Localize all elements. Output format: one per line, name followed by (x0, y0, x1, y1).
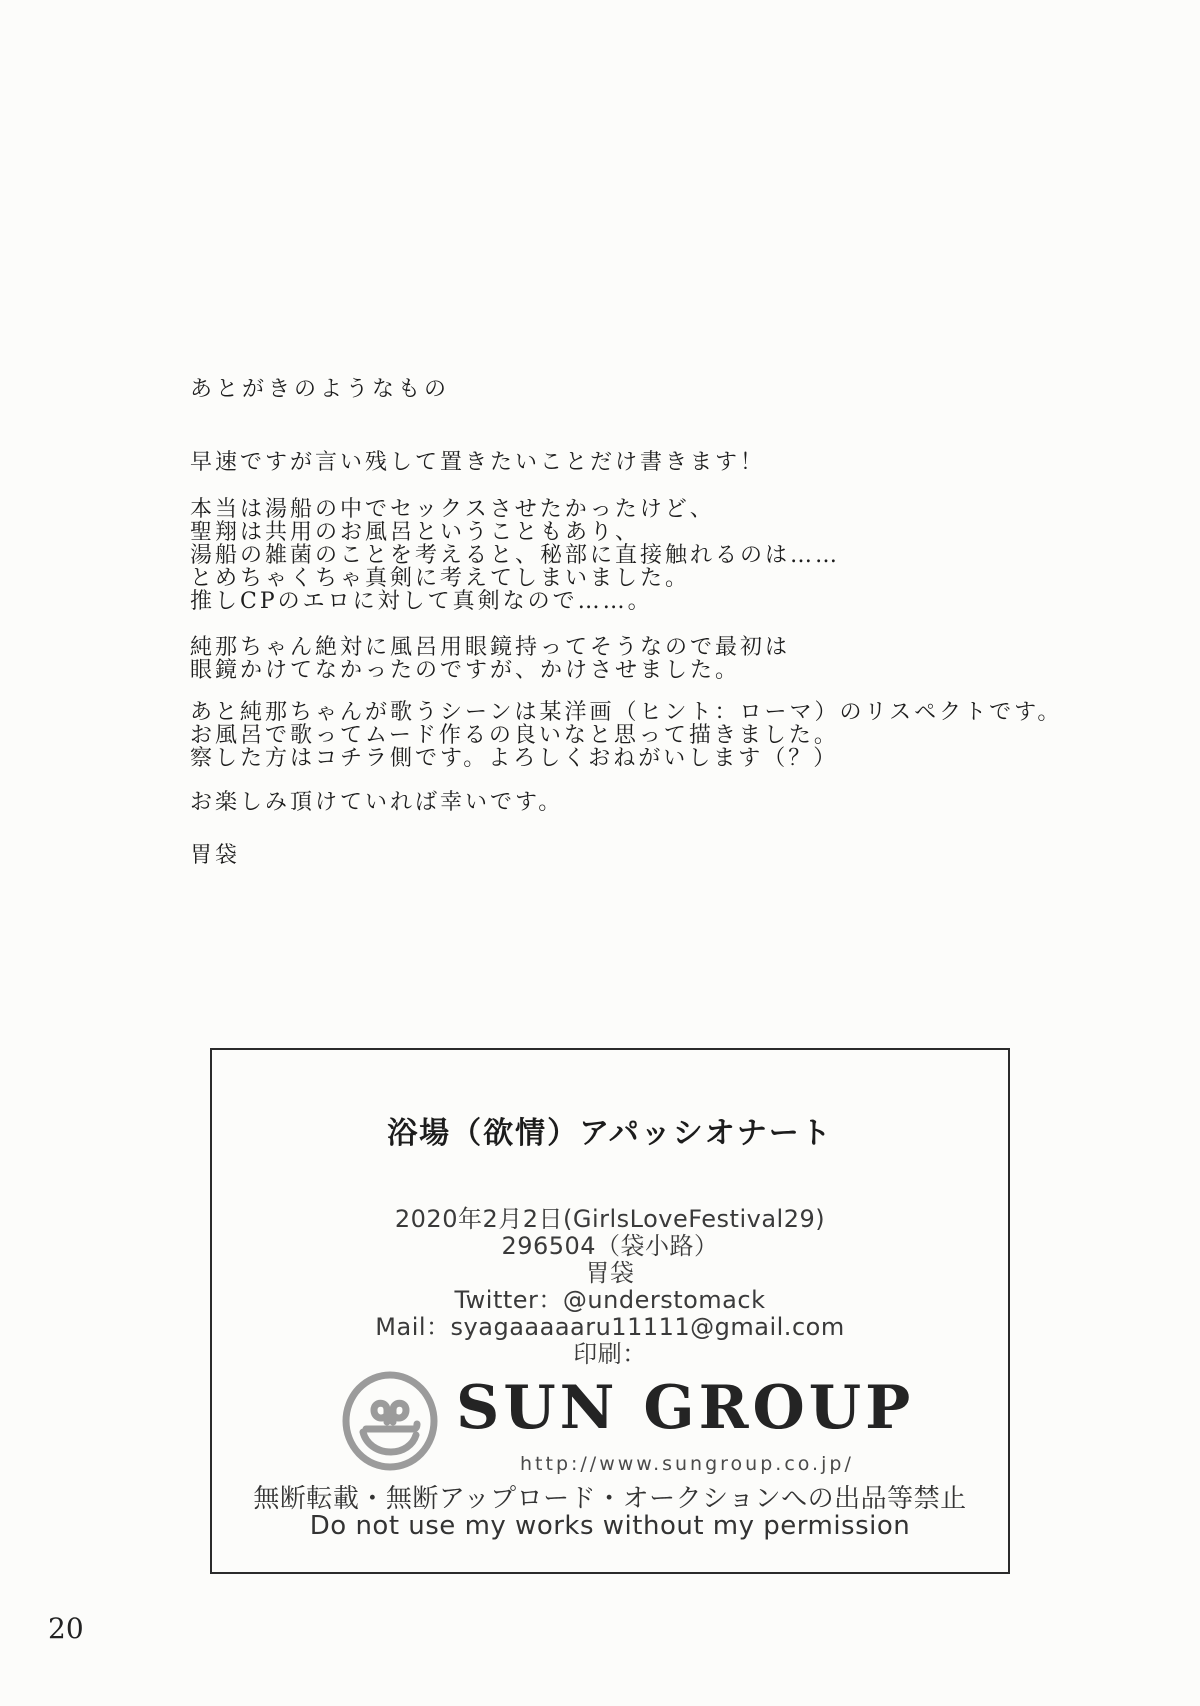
author-name-line: 胃袋 (585, 1259, 635, 1287)
afterword-paragraph-3 (190, 701, 1062, 770)
afterword-line: お楽しみ頂けていれば幸いです。 (190, 790, 564, 815)
event-date-line: 2020年2月2日(GirlsLoveFestival29) (394, 1205, 826, 1233)
page-number: 20 (48, 1612, 84, 1645)
afterword-paragraph-2 (190, 636, 790, 682)
afterword-heading: あとがきのようなもの (190, 377, 451, 402)
notice-japanese: 無断転載・無断アップロード・オークションへの出品等禁止 (253, 1484, 967, 1514)
notice-english: Do not use my works without my permission (309, 1511, 911, 1541)
author-signature: 胃袋 (190, 843, 241, 868)
afterword-line: 推しCPのエロに対して真剣なので……。 (190, 589, 653, 614)
printing-label-line: 印刷： (573, 1340, 647, 1368)
colophon-info (212, 1206, 1008, 1368)
afterword-line: 純那ちゃん絶対に風呂用眼鏡持ってそうなので最初は (190, 635, 791, 660)
copyright-notice (212, 1486, 1008, 1540)
afterword-line: あと純那ちゃんが歌うシーンは某洋画（ヒント：ローマ）のリスペクトです。 (190, 700, 1063, 725)
mail-line: Mail：syagaaaaaru11111@gmail.com (375, 1313, 845, 1341)
afterword-intro-line: 早速ですが言い残して置きたいことだけ書きます！ (190, 450, 766, 475)
afterword-line: 聖翔は共用のお風呂ということもあり、 (190, 520, 641, 545)
book-title: 浴場（欲情）アパッシオナート (387, 1116, 833, 1151)
printer-text (456, 1371, 914, 1475)
afterword-line: 湯船の雑菌のことを考えると、秘部に直接触れるのは…… (190, 543, 841, 568)
twitter-line: Twitter：@understomack (454, 1286, 766, 1314)
afterword-line: 本当は湯船の中でセックスさせたかったけど、 (190, 497, 715, 522)
afterword-line: 察した方はコチラ側です。よろしくおねがいします（？） (190, 746, 839, 771)
afterword-paragraph-4 (190, 791, 563, 814)
printer-name: SUN GROUP (456, 1373, 915, 1443)
printer-block (340, 1371, 914, 1475)
sun-group-logo-icon (340, 1371, 440, 1471)
afterword-line: 眼鏡かけてなかったのですが、かけさせました。 (190, 658, 741, 683)
afterword-line: とめちゃくちゃ真剣に考えてしまいました。 (190, 566, 691, 591)
circle-name-line: 296504（袋小路） (501, 1232, 719, 1260)
afterword-paragraph-1 (190, 498, 840, 613)
colophon-box (210, 1048, 1010, 1574)
printer-url: http://www.sungroup.co.jp/ (520, 1453, 854, 1475)
afterword-line: お風呂で歌ってムード作るの良いなと思って描きました。 (190, 723, 839, 748)
